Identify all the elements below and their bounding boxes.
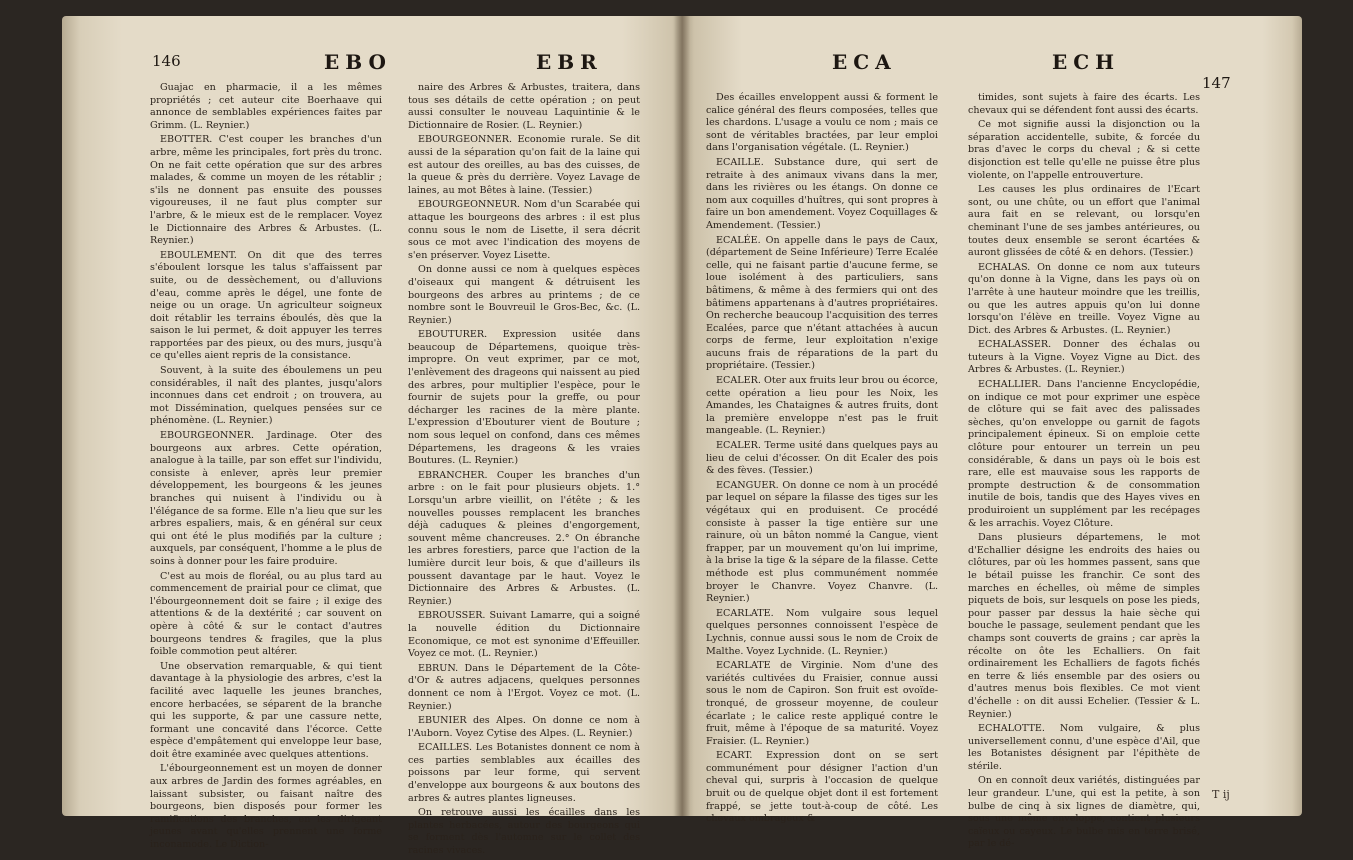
entry-paragraph: ECANGUER. On donne ce nom à un procédé par lequel on sépare la filasse des tiges sur les végétaux qui en produisent. Ce procédé consiste à passer la tige entière sur une rainure, où un bâton nommé la Cangue, vient frapper, par un mouvement qu'on lui imprime, à la brise la tige & la sépare de la filasse. Cette méthode est plus communément nommée broyer le Chanvre. Voyez Chanvre. (L. Reynier.) xyxy=(706,479,938,605)
entry-paragraph: ECARLATE de Virginie. Nom d'une des variétés cultivées du Fraisier, connue aussi sous le nom de Capiron. Son fruit est ovoïde-tronqué, de grosseur moyenne, de couleur écarlate ; le calice reste appliqué contre le fruit, même à l'époque de sa maturité. Voyez Fraisier. (L. Reynier.) xyxy=(706,660,938,747)
entry-paragraph: timides, sont sujets à faire des écarts. Les chevaux qui se défendent font aussi des écarts. xyxy=(968,92,1200,116)
entry-paragraph: ECAILLE. Substance dure, qui sert de retraite à des animaux vivans dans la mer, dans les rivières ou les étangs. On donne ce nom aux coquilles d'huîtres, qui sont propres à faire un bon amendement. Voyez Coquillages & Amendement. (Tessier.) xyxy=(706,156,938,231)
right-column-1 xyxy=(706,92,938,828)
entry-paragraph: C'est au mois de floréal, ou au plus tard au commencement de prairial pour ce climat, que l'ébourgeonnement doit se faire ; il exige des attentions & de la dextérité ; car souvent on opère à côté & sur le contact d'autres bourgeons tendres & fragiles, que la plus foible commotion peut altérer. xyxy=(150,570,382,658)
entry-paragraph: Les causes les plus ordinaires de l'Ecart sont, ou une chûte, ou un effort que l'animal aura fait en se relevant, ou lorsqu'en cheminant l'une de ses jambes antérieures, ou toutes deux ensemble se seront écartées & auront glissées de côté & en dehors. (Tessier.) xyxy=(968,184,1200,259)
entry-paragraph: EBOURGEONNER. Jardinage. Oter des bourgeons aux arbres. Cette opération, analogue à la taille, par son effet sur l'individu, consiste à enlever, après leur premier développement, les bourgeons & les jeunes branches qui nuisent à l'individu ou à l'élégance de sa forme. Elle n'a lieu que sur les arbres espaliers, mais, & en général sur ceux qui ont été le plus modifiés par la culture ; auxquels, par conséquent, l'homme a le plus de soins à donner pour les faire produire. xyxy=(150,430,382,567)
entry-paragraph: Ce mot signifie aussi la disjonction ou la séparation accidentelle, subite, & forcée du bras d'avec le corps du cheval ; & si cette disjonction est telle qu'elle ne puisse être plus violente, on l'appelle entrouverture. xyxy=(968,119,1200,181)
entry-paragraph: On donne aussi ce nom à quelques espèces d'oiseaux qui mangent & détruisent les bourgeons des arbres au printems ; de ce nombre sont le Bouvreuil le Gros-Bec, &c. (L. Reynier.) xyxy=(408,264,640,326)
left-page-number: 146 xyxy=(152,52,181,70)
entry-paragraph: On retrouve aussi les écailles dans les plantes herbacées, autour des bourgeons qui se forment dès l'automne sur le collet des racines vivaces. xyxy=(408,807,640,857)
entry-paragraph: EBRUN. Dans le Département de la Côte-d'Or & autres adjacens, quelques personnes donnent ce nom à l'Ergot. Voyez ce mot. (L. Reynier.) xyxy=(408,662,640,712)
entry-paragraph: EBOULEMENT. On dit que des terres s'éboulent lorsque les talus s'affaissent par suite, ou de dessèchement, ou d'alluvions d'eau, comme après le dégel, une fonte de neige ou un orage. Un agriculteur soigneux doit rétablir les terrains éboulés, dès que la saison le lui permet, & doit appuyer les terres rapportées par des pieux, ou des murs, jusqu'à ce qu'elles aient repris de la consistance. xyxy=(150,249,382,362)
left-guide-word-1: EBO xyxy=(324,50,392,74)
entry-paragraph: ECALÉE. On appelle dans le pays de Caux, (département de Seine Inférieure) Terre Ecalée celle, qui ne faisant partie d'aucune ferme, se loue isolément à des particuliers, sans bâtimens, & même à des fermiers qui ont des bâtimens appartenans à d'autres propriétaires. On recherche beaucoup l'acquisition des terres Ecalées, parce que n'étant attachées à aucun corps de ferme, leur exploitation n'exige aucuns frais de réparations de la part du propriétaire. (Tessier.) xyxy=(706,234,939,372)
signature-mark: T ij xyxy=(1212,788,1230,801)
entry-paragraph: L'ébourgeonnement est un moyen de donner aux arbres de Jardin des formes agréables, en laissant subsister, ou faisant naître des bourgeons, bien disposés pour former les ramifications des branches, en les dirigeant jeunes avant qu'elles prennent une forme inconamode. Le Diction- xyxy=(150,763,382,851)
entry-paragraph: ECHALASSER. Donner des échalas ou tuteurs à la Vigne. Voyez Vigne au Dict. des Arbres & Arbustes. (L. Reynier.) xyxy=(968,339,1200,376)
entry-paragraph: ECHALLIER. Dans l'ancienne Encyclopédie, on indique ce mot pour exprimer une espèce de clôture qui se fait avec des palissades sèches, qu'on enveloppe ou garnit de fagots principalement épineux. Si on emploie cette clôture pour entourer un terrein un peu considérable, & dans un pays où le bois est rare, elle est mauvaise sous les rapports de prompte destruction & de consommation inutile de bois, tandis que des Hayes vives en produiroient un supplément par les recépages & les arrachis. Voyez Clôture. xyxy=(968,379,1200,529)
entry-paragraph: On en connoît deux variétés, distinguées par leur grandeur. L'une, qui est la petite, à son bulbe de cinq à six lignes de diamètre, qui, sous une même enveloppe, contient plusieurs caïeux ou cayeux. Le bulbe mis en terre brisé, par le dé- xyxy=(968,775,1200,850)
entry-paragraph: naire des Arbres & Arbustes, traitera, dans tous ses détails de cette opération ; on peut aussi consulter le nouveau Laquintinie & le Dictionnaire de Rosier. (L. Reynier.) xyxy=(408,82,640,131)
entry-paragraph: EBOUTURER. Expression usitée dans beaucoup de Départemens, quoique très-impropre. On veut exprimer, par ce mot, l'enlèvement des drageons qui naissent au pied des arbres, pour multiplier l'espèce, pour le fournir de sujets pour la greffe, ou pour décharger les racines de la mère plante. L'expression d'Ebouturer vient de Bouture ; nom sous lequel on confond, dans ces mêmes Départemens, les drageons & les vraies Boutures. (L. Reynier.) xyxy=(408,329,640,467)
entry-paragraph: ECALER. Oter aux fruits leur brou ou écorce, cette opération a lieu pour les Noix, les Amandes, les Chataignes & autres fruits, dont la première enveloppe n'est pas le fruit mangeable. (L. Reynier.) xyxy=(706,375,938,437)
book-gutter xyxy=(674,16,690,816)
entry-paragraph: Des écailles enveloppent aussi & forment le calice général des fleurs composées, telles que les chardons. L'usage a voulu ce nom ; mais ce sont de véritables bractées, par leur emploi dans l'organisation végétale. (L. Reynier.) xyxy=(706,92,938,154)
entry-paragraph: EBROUSSER. Suivant Lamarre, qui a soigné la nouvelle édition du Dictionnaire Economique, ce mot est synonime d'Effeuiller. Voyez ce mot. (L. Reynier.) xyxy=(408,610,640,660)
right-guide-word-2: ECH xyxy=(1052,50,1121,74)
entry-paragraph: Dans plusieurs départemens, le mot d'Echallier désigne les endroits des haies ou clôtures, par où les hommes passent, sans que le bétail puisse les franchir. Ce sont des marches en échelles, où même de simples piquets de bois, sur lesquels on pose les pieds, pour passer par dessus la haie sèche qui bouche le passage, seulement pendant que les champs sont couverts de grains ; car après la récolte on ôte les Echalliers. On fait ordinairement les Echalliers de fagots fichés en terre & liés ensemble par des osiers ou d'autres menus bois flexibles. Ce mot vient d'échelle : on dit aussi Echelier. (Tessier & L. Reynier.) xyxy=(968,532,1200,720)
entry-paragraph: ECARLATE. Nom vulgaire sous lequel quelques personnes connoissent l'espèce de Lychnis, connue aussi sous le nom de Croix de Malthe. Voyez Lychnide. (L. Reynier.) xyxy=(706,607,938,657)
entry-paragraph: ECAILLES. Les Botanistes donnent ce nom à ces parties semblables aux écailles des poissons par leur forme, qui servent d'enveloppe aux bourgeons & aux boutons des arbres & autres plantes ligneuses. xyxy=(408,742,640,804)
entry-paragraph: Une observation remarquable, & qui tient davantage à la physiologie des arbres, c'est la facilité avec laquelle les jeunes branches, encore herbacées, se séparent de la branche qui les supporte, & par une cassure nette, formant une concavité dans l'écorce. Cette espèce d'empâtement qui enveloppe leur base, doit être examinée avec quelques attentions. xyxy=(150,660,382,760)
entry-paragraph: Guajac en pharmacie, il a les mêmes propriétés ; cet auteur cite Boerhaave qui annonce de semblables expériences faites par Grimm. (L. Reynier.) xyxy=(150,82,382,131)
entry-paragraph: ECHALOTTE. Nom vulgaire, & plus universellement connu, d'une espèce d'Ail, que les Botanistes désignent par l'épithète de stérile. xyxy=(968,723,1200,772)
right-page-number: 147 xyxy=(1202,74,1231,92)
left-page xyxy=(62,16,682,857)
entry-paragraph: EBUNIER des Alpes. On donne ce nom à l'Auborn. Voyez Cytise des Alpes. (L. Reynier.) xyxy=(408,715,640,739)
entry-paragraph: ECALER. Terme usité dans quelques pays au lieu de celui d'écosser. On dit Ecaler des pois & des fèves. (Tessier.) xyxy=(706,440,938,477)
entry-paragraph: EBOTTER. C'est couper les branches d'un arbre, même les principales, fort près du tronc. On ne fait cette opération que sur des arbres malades, & comme un moyen de les rétablir ; s'ils ne donnent pas ensuite des pousses vigoureuses, il ne faut plus compter sur l'arbre, & le mieux est de le remplacer. Voyez le Dictionnaire des Arbres & Arbustes. (L. Reynier.) xyxy=(150,134,382,247)
entry-paragraph: EBRANCHER. Couper les branches d'un arbre : on le fait pour plusieurs objets. 1.° Lorsqu'un arbre vieillit, on l'étête ; & les nouvelles pousses remplacent les branches déjà caduques & pleines d'engorgement, souvent même chancreuses. 2.° On ébranche les arbres forestiers, parce que l'action de la lumière durcit leur bois, & que d'ailleurs ils poussent davantage par le haut. Voyez le Dictionnaire des Arbres & Arbustes. (L. Reynier.) xyxy=(408,469,640,607)
left-column-2 xyxy=(408,82,640,860)
entry-paragraph: EBOURGEONNEUR. Nom d'un Scarabée qui attaque les bourgeons des arbres : il est plus connu sous le nom de Lisette, il sera décrit sous ce mot avec l'indication des moyens de s'en préserver. Voyez Lisette. xyxy=(408,199,640,261)
left-column-1 xyxy=(150,82,382,854)
entry-paragraph: ECHALAS. On donne ce nom aux tuteurs qu'on donne à la Vigne, dans les pays où on l'arrête à une hauteur moindre que les treillis, ou que les autres appuis qu'on lui donne lorsqu'on l'élève en treille. Voyez Vigne au Dict. des Arbres & Arbustes. (L. Reynier.) xyxy=(968,261,1200,336)
entry-paragraph: ECART. Expression dont on se sert communément pour désigner l'action d'un cheval qui, surpris à l'occasion de quelque bruit ou de quelque objet dont il est fortement frappé, se jette tout-à-coup de côté. Les chevaux ombrageux & xyxy=(706,750,938,825)
open-book xyxy=(62,16,1302,857)
left-guide-word-2: EBR xyxy=(536,50,603,74)
entry-paragraph: Souvent, à la suite des éboulemens un peu considérables, il naît des plantes, jusqu'alors inconnues dans cet endroit ; on trouvera, au mot Dissémination, quelques pensées sur ce phénomène. (L. Reynier.) xyxy=(150,365,382,427)
right-guide-word-1: ECA xyxy=(832,50,897,74)
entry-paragraph: EBOURGEONNER. Economie rurale. Se dit aussi de la séparation qu'on fait de la laine qui est autour des oreilles, au bas des cuisses, de la queue & près du derrière. Voyez Lavage de laines, au mot Bêtes à laine. (Tessier.) xyxy=(408,134,640,196)
right-column-2 xyxy=(968,92,1200,853)
right-page xyxy=(682,16,1302,850)
